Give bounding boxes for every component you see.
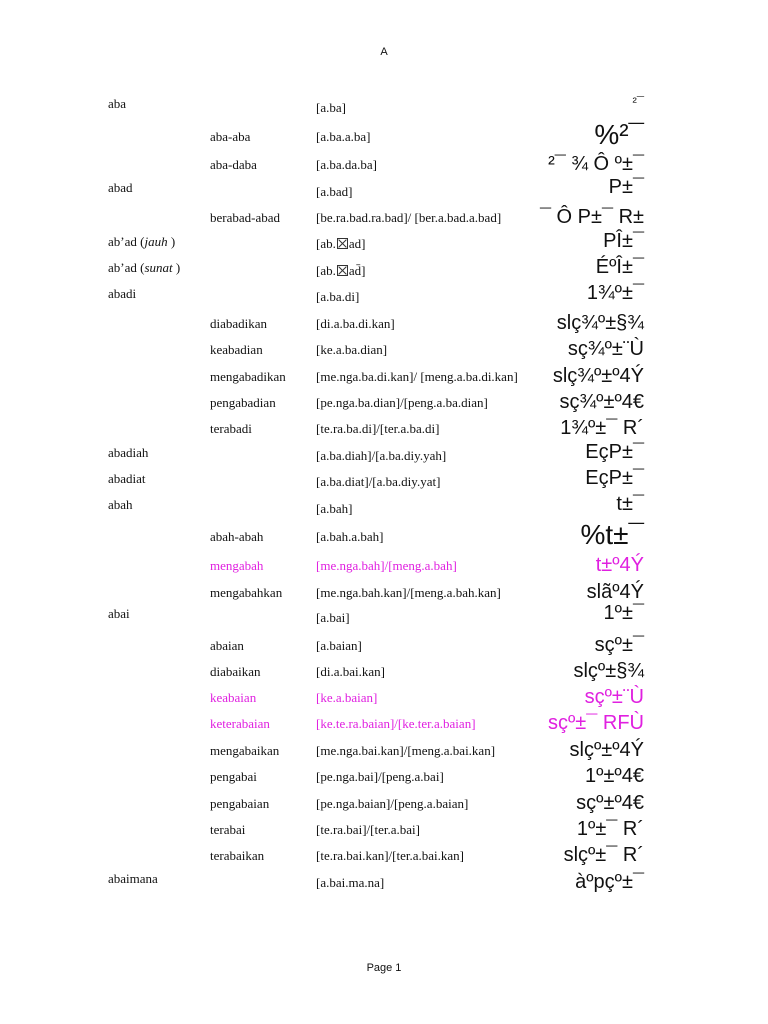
jawi-spelling: %t±¯	[580, 519, 644, 550]
syllabification: [a.bad]	[316, 184, 353, 199]
syllabification: [ab. ad]	[316, 236, 366, 251]
syllabification: [pe.nga.baian]/[peng.a.baian]	[316, 796, 469, 811]
jawi-spelling: sçº±º4€	[576, 792, 644, 814]
jawi-spelling: ÉºÎ±¯	[595, 256, 644, 278]
jawi-spelling: slçº±§¾	[573, 660, 644, 682]
jawi-spelling: 1¾º±¯	[586, 282, 644, 304]
list-item	[0, 256, 768, 286]
list-item	[0, 493, 768, 523]
jawi-spelling: slç¾º±§¾	[556, 312, 644, 334]
headword: abadiah	[108, 445, 149, 460]
syllabification: [a.ba.a.ba]	[316, 129, 371, 144]
headword: abaimana	[108, 871, 158, 886]
syllabification: [a.bai.ma.na]	[316, 875, 385, 890]
jawi-spelling: EçP±¯	[585, 467, 644, 489]
syllabification: [te.ra.bai]/[ter.a.bai]	[316, 822, 420, 837]
derivative-word: mengabaikan	[210, 743, 280, 758]
list-item	[0, 634, 768, 664]
jawi-spelling: 1º±¯	[603, 602, 644, 624]
list-item	[0, 818, 768, 848]
jawi-spelling: PÎ±¯	[603, 230, 644, 252]
syllabification: [te.ra.bai.kan]/[ter.a.bai.kan]	[316, 848, 464, 863]
derivative-word: mengabah	[210, 558, 264, 573]
section-letter-heading: A	[380, 46, 388, 58]
syllabification: [a.ba.di]	[316, 289, 360, 304]
syllabification: [a.ba]	[316, 100, 346, 115]
derivative-word: aba-daba	[210, 157, 257, 172]
list-item	[0, 282, 768, 312]
list-item	[0, 792, 768, 822]
headword: abah	[108, 497, 133, 512]
list-item	[0, 686, 768, 716]
list-item	[0, 554, 768, 584]
syllabification: [me.nga.bah]/[meng.a.bah]	[316, 558, 457, 573]
missing-glyph-icon	[337, 265, 348, 276]
list-item	[0, 871, 768, 897]
syllabification: [me.nga.bah.kan]/[meng.a.bah.kan]	[316, 585, 501, 600]
derivative-word: keabaian	[210, 690, 257, 705]
headword: abʼad (sunat )	[108, 260, 181, 275]
list-item	[0, 441, 768, 471]
jawi-spelling: 1¾º±¯ R´	[560, 417, 644, 439]
syllabification: [ke.te.ra.baian]/[ke.ter.a.baian]	[316, 716, 476, 731]
list-item	[0, 519, 768, 555]
derivative-word: abaian	[210, 638, 244, 653]
jawi-spelling: %²¯	[594, 119, 644, 150]
syllabification: [ke.a.ba.dian]	[316, 342, 388, 357]
list-item	[0, 96, 768, 122]
list-item	[0, 230, 768, 260]
derivative-word: pengabai	[210, 769, 257, 784]
jawi-spelling: ²¯ ¾ Ô º±¯	[548, 153, 644, 175]
syllabification: [be.ra.bad.ra.bad]/ [ber.a.bad.a.bad]	[316, 210, 502, 225]
syllabification: [a.bai]	[316, 610, 350, 625]
page-number: Page 1	[366, 962, 402, 974]
jawi-spelling: 1º±º4€	[585, 765, 644, 787]
jawi-spelling: 1º±¯ R´	[576, 818, 644, 840]
jawi-spelling: slãº4Ý	[586, 581, 644, 603]
jawi-spelling: slç¾º±º4Ý	[552, 365, 644, 387]
derivative-word: abah-abah	[210, 529, 264, 544]
derivative-word: mengabahkan	[210, 585, 283, 600]
jawi-spelling: ¯ Ô P±¯ R±	[539, 206, 644, 228]
syllabification: [di.a.bai.kan]	[316, 664, 385, 679]
jawi-spelling: t±º4Ý	[595, 554, 644, 576]
syllabification: [a.ba.da.ba]	[316, 157, 377, 172]
syllabification: [ke.a.baian]	[316, 690, 378, 705]
derivative-word: diabadikan	[210, 316, 268, 331]
jawi-spelling: slçº±º4Ý	[569, 739, 644, 761]
jawi-spelling: P±¯	[608, 176, 644, 198]
list-item	[0, 712, 768, 742]
headword: abadi	[108, 286, 137, 301]
syllabification: [a.bah]	[316, 501, 353, 516]
jawi-spelling: sçº±¯	[594, 634, 644, 656]
jawi-spelling: sçº±¨Ù	[584, 686, 644, 708]
list-item	[0, 312, 768, 342]
syllabification: [pe.nga.ba.dian]/[peng.a.ba.dian]	[316, 395, 488, 410]
derivative-word: terabai	[210, 822, 246, 837]
syllabification: [ab. ad̄]	[316, 263, 366, 278]
derivative-word: aba-aba	[210, 129, 251, 144]
headword: aba	[108, 96, 127, 111]
list-item	[0, 176, 768, 206]
headword: abad	[108, 180, 133, 195]
derivative-word: keabadian	[210, 342, 263, 357]
jawi-spelling: sç¾º±¨Ù	[567, 338, 644, 360]
derivative-word: diabaikan	[210, 664, 261, 679]
derivative-word: keterabaian	[210, 716, 270, 731]
list-item	[0, 765, 768, 795]
jawi-spelling: ²¯	[632, 94, 644, 109]
jawi-spelling: EçP±¯	[585, 441, 644, 463]
derivative-word: pengabadian	[210, 395, 276, 410]
derivative-word: terabadi	[210, 421, 252, 436]
syllabification: [me.nga.bai.kan]/[meng.a.bai.kan]	[316, 743, 496, 758]
syllabification: [a.bah.a.bah]	[316, 529, 384, 544]
jawi-spelling: sçº±¯ RFÙ	[548, 712, 644, 734]
derivative-word: mengabadikan	[210, 369, 286, 384]
list-item	[0, 602, 768, 632]
syllabification: [di.a.ba.di.kan]	[316, 316, 395, 331]
list-item	[0, 467, 768, 497]
list-item	[0, 739, 768, 769]
jawi-spelling: t±¯	[616, 493, 644, 515]
list-item	[0, 338, 768, 368]
derivative-word: pengabaian	[210, 796, 270, 811]
headword: abʼad (jauh )	[108, 234, 176, 249]
list-item	[0, 660, 768, 690]
syllabification: [pe.nga.bai]/[peng.a.bai]	[316, 769, 444, 784]
jawi-spelling: slçº±¯ R´	[563, 844, 644, 866]
list-item	[0, 391, 768, 421]
syllabification: [te.ra.ba.di]/[ter.a.ba.di]	[316, 421, 440, 436]
derivative-word: berabad-abad	[210, 210, 281, 225]
list-item	[0, 206, 768, 236]
syllabification: [a.ba.diat]/[a.ba.diy.yat]	[316, 474, 441, 489]
list-item	[0, 365, 768, 395]
list-item	[0, 417, 768, 447]
derivative-word: terabaikan	[210, 848, 265, 863]
syllabification: [a.baian]	[316, 638, 362, 653]
headword: abadiat	[108, 471, 146, 486]
list-item	[0, 119, 768, 155]
jawi-spelling: sç¾º±º4€	[559, 391, 644, 413]
jawi-spelling: àºpçº±¯	[575, 871, 644, 893]
syllabification: [me.nga.ba.di.kan]/ [meng.a.ba.di.kan]	[316, 369, 518, 384]
headword: abai	[108, 606, 130, 621]
missing-glyph-icon	[337, 238, 348, 249]
syllabification: [a.ba.diah]/[a.ba.diy.yah]	[316, 448, 447, 463]
